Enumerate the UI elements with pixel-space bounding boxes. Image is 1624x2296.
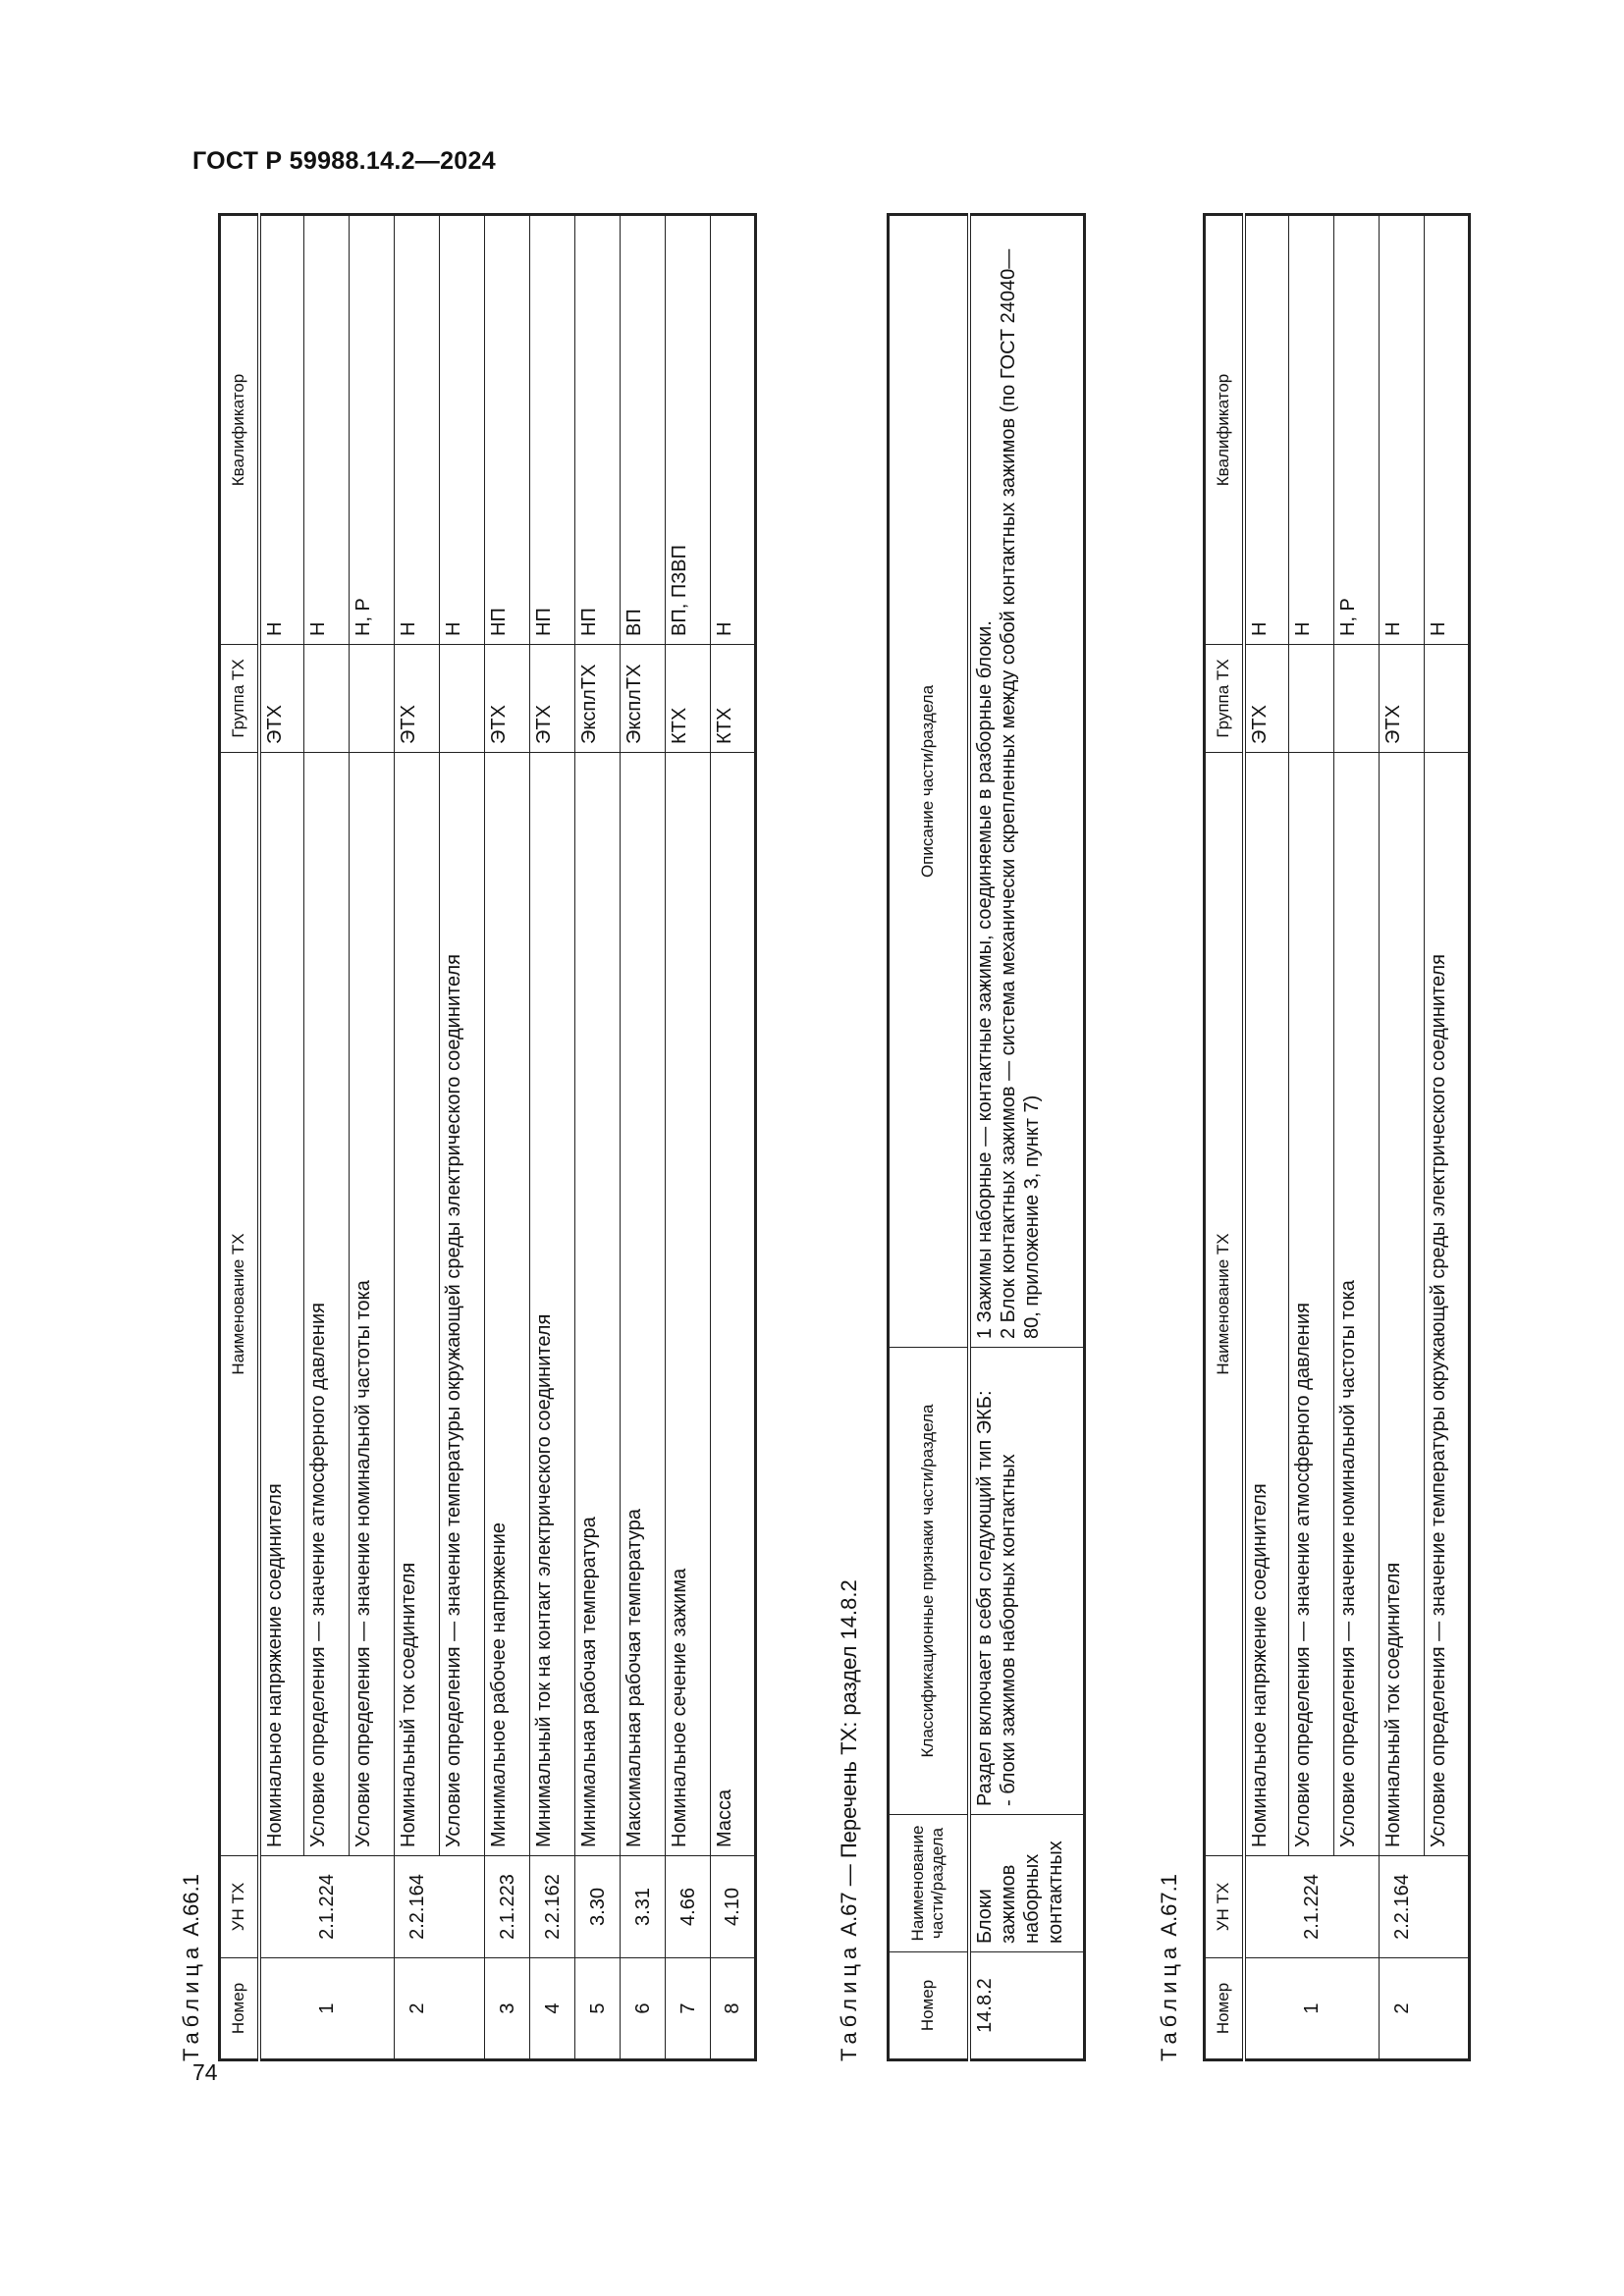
cell-number: 8 [711, 1958, 756, 2060]
classification-line: Раздел включает в себя следующий тип ЭКБ: [973, 1390, 996, 1806]
table-a67-1-caption: Таблица А.67.1 [1157, 1874, 1181, 2061]
cell-group: ЭТХ [1380, 645, 1425, 753]
cell-group [1425, 645, 1470, 753]
cell-group: ЭТХ [485, 645, 530, 753]
cell-qualifier: Н [395, 215, 440, 645]
cell-qualifier: ВП [621, 215, 666, 645]
cell-qualifier: Н [1289, 215, 1334, 645]
col-header-name: Наименование ТХ [1205, 753, 1244, 1856]
cell-un-tx [259, 1856, 304, 1958]
cell-qualifier: Н [259, 215, 304, 645]
cell-group: ЭТХ [1244, 645, 1289, 753]
cell-qualifier: Н [1425, 215, 1470, 645]
cell-qualifier: НП [575, 215, 621, 645]
cell-group [440, 645, 485, 753]
cell-number [1244, 1958, 1289, 2060]
table-a66-1 [218, 213, 757, 2061]
cell-qualifier: Н, Р [1334, 215, 1380, 645]
cell-un-tx [1425, 1856, 1470, 1958]
cell-number: 1 [1289, 1958, 1334, 2060]
col-header-group: Группа ТХ [1205, 645, 1244, 753]
cell-number: 4 [530, 1958, 575, 2060]
cell-name: Условие определения — значение температуры окружающей среды электрического соединителя [1425, 753, 1470, 1856]
description-line: 2 Блок контактных зажимов — система механически скрепленных между собой контактных зажимов (по ГОСТ 24040—80, приложение 3, пункт 7) [997, 248, 1043, 1339]
cell-name: Условие определения — значение атмосферного давления [304, 753, 350, 1856]
cell-group [1334, 645, 1380, 753]
table-a66-1-caption: Таблица А.66.1 [179, 1874, 203, 2061]
cell-number: 5 [575, 1958, 621, 2060]
cell-name: Максимальная рабочая температура [621, 753, 666, 1856]
cell-name: Минимальный ток на контакт электрического соединителя [530, 753, 575, 1856]
cell-name: Минимальная рабочая температура [575, 753, 621, 1856]
cell-group: КТХ [711, 645, 756, 753]
cell-number: 1 [304, 1958, 350, 2060]
col-header-number: Номер [889, 1952, 969, 2060]
cell-name: Условие определения — значение температуры окружающей среды электрического соединителя [440, 753, 485, 1856]
cell-number: 2 [1380, 1958, 1425, 2060]
cell-qualifier: Н [1244, 215, 1289, 645]
cell-un-tx: 2.1.224 [1289, 1856, 1334, 1958]
cell-group [304, 645, 350, 753]
col-header-un-tx: УН ТХ [1205, 1856, 1244, 1958]
cell-number: 7 [666, 1958, 711, 2060]
cell-un-tx: 2.2.164 [395, 1856, 440, 1958]
cell-group [350, 645, 395, 753]
col-header-qualifier: Квалификатор [220, 215, 259, 645]
table-a67 [887, 213, 1086, 2061]
cell-un-tx: 2.1.224 [304, 1856, 350, 1958]
cell-group: ЭТХ [530, 645, 575, 753]
document-header: ГОСТ Р 59988.14.2—2024 [192, 147, 496, 175]
cell-group: ЭксплТХ [575, 645, 621, 753]
cell-description [969, 215, 1085, 1348]
cell-name: Номинальное сечение зажима [666, 753, 711, 1856]
cell-qualifier: Н, Р [350, 215, 395, 645]
cell-un-tx [1334, 1856, 1380, 1958]
cell-un-tx: 4.66 [666, 1856, 711, 1958]
cell-number: 6 [621, 1958, 666, 2060]
cell-number: 2 [395, 1958, 440, 2060]
cell-qualifier: Н [304, 215, 350, 645]
col-header-group: Группа ТХ [220, 645, 259, 753]
col-header-qualifier: Квалификатор [1205, 215, 1244, 645]
cell-number: 3 [485, 1958, 530, 2060]
cell-name: Условие определения — значение номинальной частоты тока [1334, 753, 1380, 1856]
cell-number: 14.8.2 [969, 1952, 1085, 2060]
col-header-number: Номер [220, 1958, 259, 2060]
cell-part-name: Блоки зажимов наборных контактных [969, 1815, 1085, 1952]
cell-name: Номинальное напряжение соединителя [259, 753, 304, 1856]
cell-classification [969, 1348, 1085, 1815]
description-line: 1 Зажимы наборные — контактные зажимы, соединяемые в разборные блоки. [973, 620, 996, 1339]
cell-un-tx: 3.31 [621, 1856, 666, 1958]
cell-number [350, 1958, 395, 2060]
cell-name: Условие определения — значение номинальной частоты тока [350, 753, 395, 1856]
cell-name: Масса [711, 753, 756, 1856]
cell-qualifier: НП [530, 215, 575, 645]
page-number: 74 [192, 2059, 218, 2085]
cell-name: Номинальный ток соединителя [395, 753, 440, 1856]
cell-qualifier: Н [440, 215, 485, 645]
col-header-part-name: Наименование части/раздела [889, 1815, 969, 1952]
cell-un-tx [350, 1856, 395, 1958]
cell-number [440, 1958, 485, 2060]
cell-group: КТХ [666, 645, 711, 753]
cell-number [1334, 1958, 1380, 2060]
cell-un-tx [1244, 1856, 1289, 1958]
cell-un-tx [440, 1856, 485, 1958]
cell-name: Номинальный ток соединителя [1380, 753, 1425, 1856]
cell-un-tx: 2.2.164 [1380, 1856, 1425, 1958]
cell-name: Номинальное напряжение соединителя [1244, 753, 1289, 1856]
cell-name: Условие определения — значение атмосферного давления [1289, 753, 1334, 1856]
cell-un-tx: 2.1.223 [485, 1856, 530, 1958]
col-header-description: Описание части/раздела [889, 215, 969, 1348]
cell-qualifier: Н [711, 215, 756, 645]
cell-group: ЭксплТХ [621, 645, 666, 753]
col-header-un-tx: УН ТХ [220, 1856, 259, 1958]
cell-qualifier: Н [1380, 215, 1425, 645]
cell-number [1425, 1958, 1470, 2060]
col-header-name: Наименование ТХ [220, 753, 259, 1856]
cell-group: ЭТХ [395, 645, 440, 753]
cell-group [1289, 645, 1334, 753]
cell-number [259, 1958, 304, 2060]
cell-qualifier: ВП, ПЗВП [666, 215, 711, 645]
cell-un-tx: 3.30 [575, 1856, 621, 1958]
classification-line: - блоки зажимов наборных контактных [997, 1454, 1019, 1806]
col-header-number: Номер [1205, 1958, 1244, 2060]
cell-name: Минимальное рабочее напряжение [485, 753, 530, 1856]
cell-un-tx: 2.2.162 [530, 1856, 575, 1958]
cell-group: ЭТХ [259, 645, 304, 753]
rotated-content [177, 196, 1624, 2061]
cell-qualifier: НП [485, 215, 530, 645]
col-header-classification: Классификационные признаки части/раздела [889, 1348, 969, 1815]
table-a67-caption: Таблица А.67 — Перечень ТХ: раздел 14.8.2 [837, 1579, 861, 2061]
cell-un-tx: 4.10 [711, 1856, 756, 1958]
table-a67-1 [1203, 213, 1471, 2061]
